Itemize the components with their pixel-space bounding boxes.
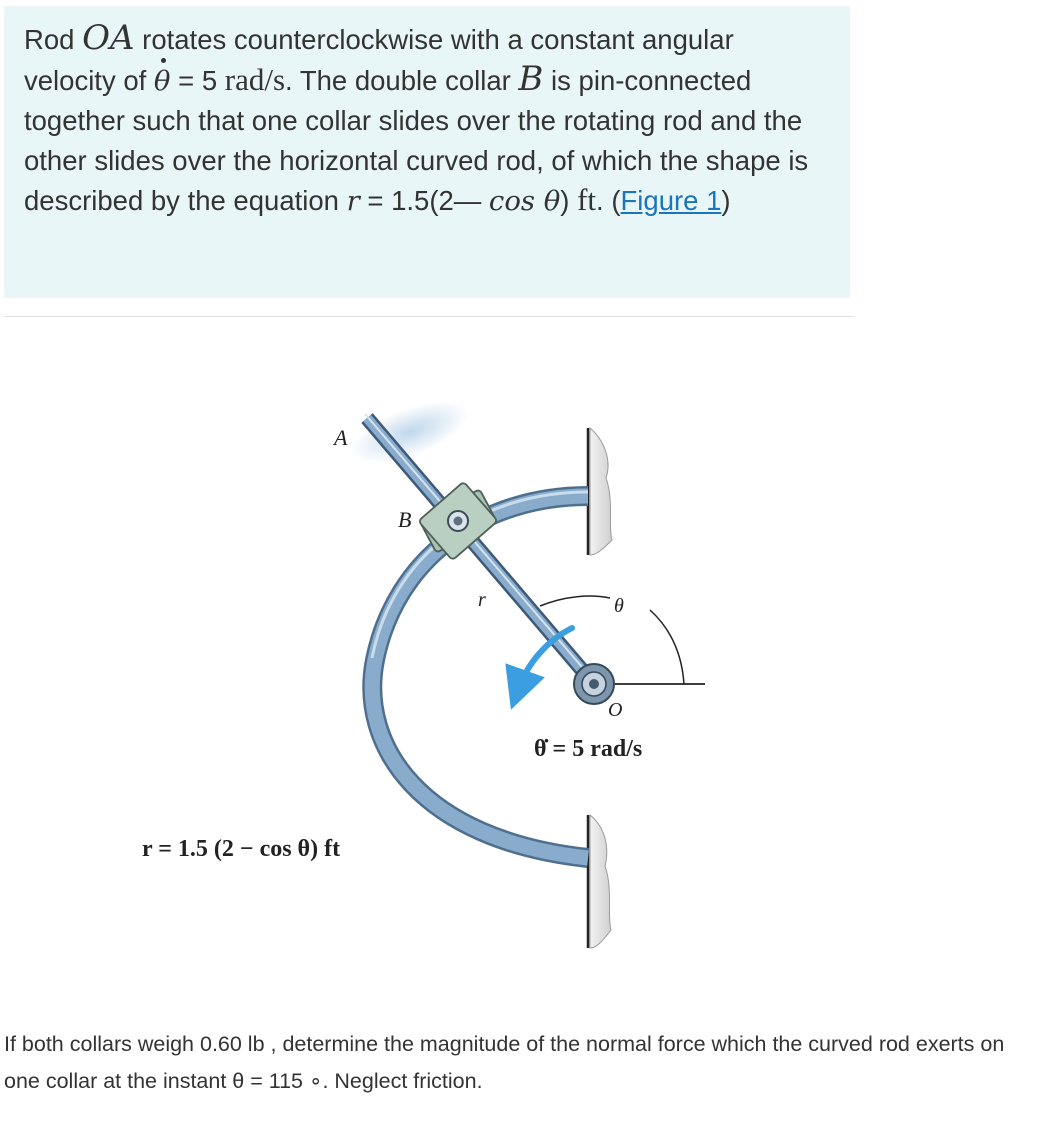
math-var-b: B (518, 58, 544, 99)
math-unit-ft: ft (577, 182, 597, 217)
problem-statement-box (4, 6, 850, 298)
mechanism-figure (0, 380, 760, 960)
wall-support-icon (588, 815, 611, 948)
label-r: r (478, 589, 486, 611)
problem-text-segment: rotates counterclockwise with a constant angular velocity of (24, 24, 734, 96)
label-o: O (608, 699, 623, 721)
label-b: B (398, 507, 412, 532)
problem-text-segment: Rod (24, 24, 83, 55)
math-theta-dot: θ (154, 62, 171, 102)
problem-text-segment: = 1.5(2— (359, 185, 489, 216)
problem-text-segment: is pin-connected together such that one collar slides over the rotating rod and the other slides over the horizontal curved rod, of which the shape is described by the equation (24, 64, 809, 216)
problem-text-segment: = 5 (170, 64, 225, 96)
pin-icon (574, 664, 614, 704)
label-theta: θ (614, 595, 624, 617)
label-a: A (334, 425, 348, 450)
wall-support-icon (588, 428, 612, 555)
rod-oa (365, 414, 594, 684)
problem-text-segment: . ( (596, 185, 621, 216)
label-angular-velocity: θ̇ = 5 rad/s (534, 736, 643, 762)
problem-statement (24, 20, 830, 222)
math-var-oa: OA (82, 18, 135, 58)
section-divider (4, 316, 855, 317)
problem-text-segment: ) (560, 185, 578, 216)
label-curve-equation: r = 1.5 (2 − cos θ) ft (142, 836, 341, 862)
theta-angle-arc (540, 596, 610, 606)
figure-1-link[interactable]: Figure 1 (620, 185, 722, 216)
theta-angle-arc (650, 610, 684, 684)
math-unit-rad-s: rad/s (224, 61, 286, 97)
problem-text-segment: ) (721, 185, 731, 216)
problem-text-segment: . The double collar (285, 64, 519, 96)
math-var-r: r (346, 185, 360, 217)
math-cos-theta: cos θ (488, 185, 561, 217)
question-text: If both collars weigh 0.60 lb , determine the magnitude of the normal force which the curved rod exerts on one collar at the instant θ = 115 ∘. Neglect friction. (4, 1032, 1005, 1093)
